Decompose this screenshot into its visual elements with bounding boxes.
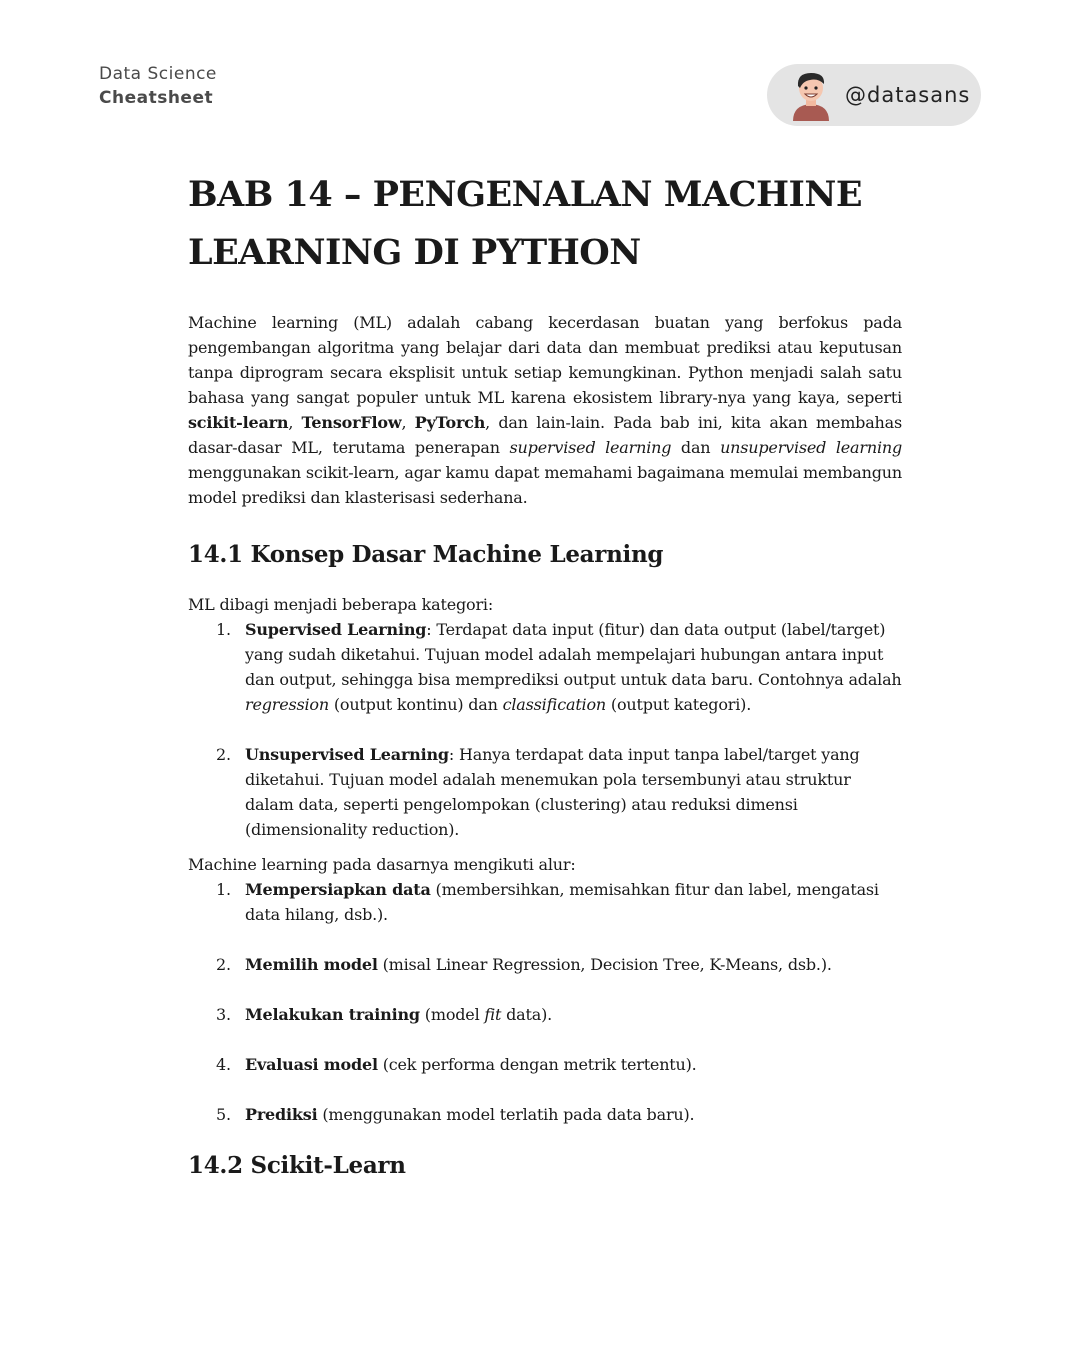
section-heading-scikit-learn: 14.2 Scikit-Learn	[188, 1152, 406, 1179]
list-item: 3. Melakukan training (model fit data).	[216, 1005, 553, 1024]
lib-scikit-learn: scikit-learn	[188, 413, 289, 432]
workflow-lead: Machine learning pada dasarnya mengikuti alur:	[188, 855, 576, 874]
brand-block	[99, 62, 217, 110]
page-content	[188, 166, 902, 1181]
user-avatar-icon	[787, 69, 835, 121]
list-item: 5. Prediksi (menggunakan model terlatih pada data baru).	[216, 1105, 695, 1124]
list-item: 4. Evaluasi model (cek performa dengan metrik tertentu).	[216, 1055, 697, 1074]
brand-subtitle: Data Science	[99, 64, 217, 84]
author-handle-badge[interactable]	[767, 64, 981, 126]
section-heading-concepts: 14.1 Konsep Dasar Machine Learning	[188, 541, 664, 568]
author-handle-text: @datasans	[845, 83, 971, 107]
lib-pytorch: PyTorch	[414, 413, 486, 432]
list-item: 1. Supervised Learning: Terdapat data input (fitur) dan data output (label/target) yang sudah diketahui. Tujuan model adalah mempelajari hubungan antara input dan output, sehingga bisa memprediksi output untuk data baru. Contohnya adalah regression (output kontinu) dan classification (output kategori).	[216, 620, 902, 714]
list-item: 2. Unsupervised Learning: Hanya terdapat data input tanpa label/target yang diketahui. Tujuan model adalah menemukan pola tersembunyi atau struktur dalam data, seperti pengelompokan (clustering) atau reduksi dimensi (dimensionality reduction).	[216, 745, 860, 839]
ml-workflow-list	[188, 877, 902, 1127]
list-item: 1. Mempersiapkan data (membersihkan, memisahkan fitur dan label, mengatasi data hilang, dsb.).	[216, 880, 879, 924]
list-item: 2. Memilih model (misal Linear Regression, Decision Tree, K-Means, dsb.).	[216, 955, 832, 974]
ml-categories-list	[188, 617, 902, 842]
chapter-title: BAB 14 – PENGENALAN MACHINE LEARNING DI PYTHON	[188, 174, 863, 273]
brand-title: Cheatsheet	[99, 88, 214, 108]
lib-tensorflow: TensorFlow	[301, 413, 402, 432]
chapter-intro: Machine learning (ML) adalah cabang kecerdasan buatan yang berfokus pada pengembangan algoritma yang belajar dari data dan membuat prediksi atau keputusan tanpa diprogram secara eksplisit untuk setiap kemungkinan. Python menjadi salah satu bahasa yang sangat populer untuk ML karena ekosistem library-nya yang kaya, seperti scikit-learn, TensorFlow, PyTorch, dan lain-lain. Pada bab ini, kita akan membahas dasar-dasar ML, terutama penerapan supervised learning dan unsupervised learning menggunakan scikit-learn, agar kamu dapat memahami bagaimana memulai membangun model prediksi dan klasterisasi sederhana.	[188, 313, 903, 507]
categories-lead: ML dibagi menjadi beberapa kategori:	[188, 595, 494, 614]
